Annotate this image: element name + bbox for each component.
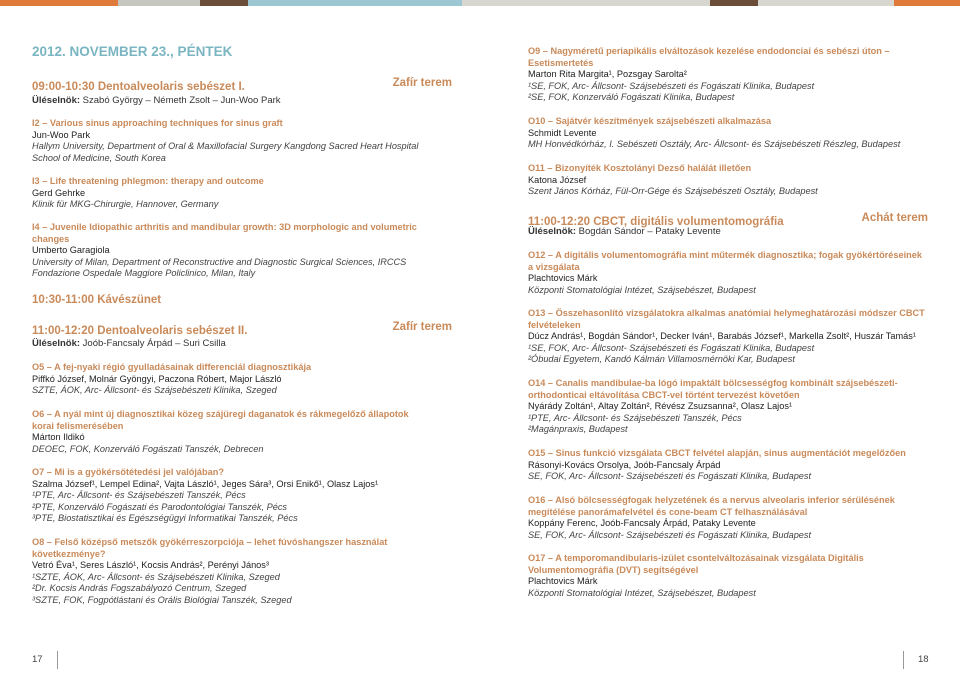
abstract-title: O14 – Canalis mandibulae-ba lógó impaktált bölcsességfog kombinált szájsebészeti- <box>528 378 898 388</box>
abstract-title: O13 – Összehasonlító vizsgálatokra alkalmas anatómiai helymeghatározási módszer CBCT <box>528 308 925 318</box>
abstract-title: a vizsgálata <box>528 261 580 272</box>
abstract-title: következménye? <box>32 548 106 559</box>
abstract-authors: Gerd Gehrke <box>32 187 86 198</box>
abstract-affiliation: ¹SE, FOK, Arc- Állcsont- Szájsebészeti és Fogászati Klinika, Budapest <box>528 80 815 91</box>
abstract-title: O11 – Bizonyíték Kosztolányi Dezső halálát illetően <box>528 163 752 173</box>
abstract-affiliation: Központi Stomatológiai Intézet, Szájsebészet, Budapest <box>528 284 756 295</box>
abstract-item <box>32 176 452 211</box>
abstract-title: felvételeken <box>528 319 581 330</box>
abstract-affiliation: ²PTE, Konzerváló Fogászati és Parodontológiai Tanszék, Pécs <box>32 501 288 512</box>
abstract-affiliation: ¹SE, FOK, Arc- Állcsont- Szájsebészeti és Fogászati Klinika, Budapest <box>528 342 815 353</box>
abstract-title: I3 – Life threatening phlegmon: therapy and outcome <box>32 176 264 186</box>
abstract-item <box>528 553 928 599</box>
abstract-affiliation: SE, FOK, Arc- Állcsont- Szájsebészeti és Fogászati Klinika, Budapest <box>528 529 812 540</box>
abstract-item <box>528 116 928 151</box>
abstract-title: O9 – Nagyméretű periapikális elváltozások kezelése endodonciai és sebészi úton – <box>528 46 890 56</box>
abstract-title: O7 – Mi is a gyökérsötétedési jel valójában? <box>32 467 224 477</box>
abstract-authors: Marton Rita Margita¹, Pozsgay Sarolta² <box>528 69 687 79</box>
abstract-authors: Márton Ildikó <box>32 432 85 442</box>
abstract-title: O12 – A digitális volumentomográfia mint műtermék diagnosztika; fogak gyökértöréseinek <box>528 250 922 260</box>
abstract-item <box>32 118 452 164</box>
session-room: Zafír terem <box>392 77 452 89</box>
abstract-title: O16 – Alsó bölcsességfogak helyzetének és a nervus alveolaris inferior sérülésének <box>528 495 895 505</box>
abstract-title: O17 – A temporomandibularis-izület csontelváltozásainak vizsgálata Digitális <box>528 553 864 563</box>
abstract-item <box>32 409 452 455</box>
abstract-item <box>528 308 928 366</box>
abstract-item <box>528 378 928 436</box>
abstract-authors: Piffkó József, Molnár Gyöngyi, Paczona Róbert, Major László <box>32 373 282 384</box>
session-room: Achát terem <box>861 212 928 224</box>
abstract-affiliation: ³SZTE, FOK, Fogpótlástani és Orális Biológiai Tanszék, Szeged <box>32 594 292 605</box>
abstract-affiliation: ³PTE, Biostatisztikai és Egészségügyi Informatikai Tanszék, Pécs <box>32 513 298 523</box>
abstract-affiliation: ²SE, FOK, Konzerválό Fogászati Klinika, Budapest <box>528 92 735 102</box>
session-chairs: Üléselnök: Joób-Fancsaly Árpád – Suri Csilla <box>32 338 226 349</box>
abstract-affiliation: SE, FOK, Arc- Állcsont- Szájsebészeti és Fogászati Klinika, Budapest <box>528 471 812 481</box>
session-chairs: Üléselnök: Bogdán Sándor – Pataky Levente <box>528 226 721 237</box>
abstract-authors: Jun-Woo Park <box>32 129 91 140</box>
abstract-title: Esetismertetés <box>528 57 594 68</box>
abstract-authors: Rásonyi-Kovács Orsolya, Joób-Fancsaly Árpád <box>528 459 721 470</box>
abstract-authors: Vetró Éva¹, Seres László¹, Kocsis András², Perényi János³ <box>32 560 269 570</box>
abstract-affiliation: ²Dr. Kocsis András Fogszabályozó Centrum, Szeged <box>32 583 247 593</box>
right-page <box>528 0 928 681</box>
session-header-1 <box>32 77 452 95</box>
session-title: 11:00-12:20 CBCT, digitális volumentomográfia <box>528 216 784 228</box>
abstract-item <box>32 467 452 525</box>
abstract-title: megítélése panorámafelvétel és cone-beam CT felhasználásával <box>528 506 808 517</box>
abstract-affiliation: ¹PTE, Arc- Állcsont- és Szájsebészeti Tanszék, Pécs <box>528 412 742 423</box>
abstract-affiliation: University of Milan, Department of Reconstructive and Diagnostic Surgical Sciences, IRCCS <box>32 256 407 267</box>
abstract-affiliation: School of Medicine, South Korea <box>32 152 166 163</box>
abstract-affiliation: Klinik für MKG-Chirurgie, Hannover, Germany <box>32 199 219 209</box>
abstract-authors: Katona József <box>528 174 587 185</box>
abstract-item <box>528 448 928 483</box>
abstract-authors: Koppány Ferenc, Joób-Fancsaly Árpád, Pataky Levente <box>528 518 756 528</box>
abstract-title: Volumentomográfia (DVT) segítségével <box>528 564 699 575</box>
abstract-authors: Schmidt Levente <box>528 127 597 138</box>
abstract-affiliation: ¹SZTE, ÁOK, Arc- Állcsont- és Szájsebészeti Klinika, Szeged <box>32 571 280 582</box>
coffee-break: 10:30-11:00 Kávészünet <box>32 294 162 306</box>
session-room: Zafír terem <box>392 321 452 333</box>
abstract-item <box>32 362 452 397</box>
abstract-title: O15 – Sinus funkció vizsgálata CBCT felvétel alapján, sinus augmentációt megelőzően <box>528 448 906 458</box>
abstract-authors: Szalma József¹, Lempel Edina², Vajta László¹, Jeges Sára³, Orsi Enikő¹, Olasz Lajos¹ <box>32 478 379 489</box>
abstract-title: I2 – Various sinus approaching techniques for sinus graft <box>32 118 283 128</box>
abstract-title: changes <box>32 233 70 244</box>
abstract-affiliation: DEOEC, FOK, Konzerválό Fogászati Tanszék, Debrecen <box>32 443 264 454</box>
abstract-item <box>528 495 928 541</box>
abstract-item <box>528 163 928 198</box>
abstract-affiliation: Fondazione Ospedale Maggiore Policlinico, Milan, Italy <box>32 268 256 278</box>
abstract-item <box>32 537 452 606</box>
session-title: 09:00-10:30 Dentoalveolaris sebészet I. <box>32 81 245 93</box>
page-divider <box>903 651 904 669</box>
abstract-affiliation: ¹PTE, Arc- Állcsont- és Szájsebészeti Tanszék, Pécs <box>32 490 246 500</box>
abstract-authors: Nyárády Zoltán¹, Altay Zoltán², Révész Zsuzsanna², Olasz Lajos¹ <box>528 401 792 411</box>
abstract-affiliation: Hallym University, Department of Oral & Maxillofacial Surgery Kangdong Sacred Heart Hospital <box>32 141 419 151</box>
abstract-authors: Dúcz András¹, Bogdán Sándor¹, Decker Iván¹, Barabás József¹, Markella Zsolt², Huszár Tamás¹ <box>528 331 916 341</box>
session-title: 11:00-12:20 Dentoalveolaris sebészet II. <box>32 325 248 337</box>
abstract-affiliation: Szent János Kórház, Fül-Orr-Gége és Szájsebészeti Osztály, Budapest <box>528 186 818 196</box>
abstract-affiliation: SZTE, ÁOK, Arc- Állcsont- és Szájsebészeti Klinika, Szeged <box>32 385 277 395</box>
page-number: 17 <box>32 654 43 665</box>
abstract-authors: Umberto Garagiola <box>32 245 110 255</box>
abstract-item <box>528 250 928 296</box>
abstract-affiliation: MH Honvédkórház, I. Sebészeti Osztály, Arc- Állcsont- és Szájsebészeti Részleg, Budapest <box>528 139 901 149</box>
abstract-affiliation: Központi Stomatológiai Intézet, Szájsebészet, Budapest <box>528 587 756 598</box>
abstract-title: O8 – Felső középső metszők gyökérreszorpciója – lehet fúvóshangszer használat <box>32 537 388 547</box>
abstract-affiliation: ²Óbudai Egyetem, Kandó Kálmán Villamosmérnöki Kar, Budapest <box>528 354 795 364</box>
abstract-item <box>528 46 928 104</box>
page-divider <box>57 651 58 669</box>
abstract-authors: Plachtovics Márk <box>528 273 598 283</box>
abstract-title: O10 – Sajátvér készítmények szájsebészeti alkalmazása <box>528 116 772 126</box>
page-number: 18 <box>918 654 929 665</box>
session-header-2 <box>32 321 452 339</box>
abstract-authors: Plachtovics Márk <box>528 576 598 586</box>
abstract-title: I4 – Juvenile Idiopathic arthritis and mandibular growth: 3D morphologic and volumetric <box>32 222 417 232</box>
abstract-title: orthodonticai eltávolítása CBCT-vel történt tervezést követően <box>528 389 800 400</box>
left-page <box>32 0 452 681</box>
abstract-affiliation: ²Magánpraxis, Budapest <box>528 424 628 434</box>
abstract-title: korai felismerésében <box>32 420 124 431</box>
abstract-title: O6 – A nyál mint új diagnosztikai közeg szájüregi daganatok és rákmegelőző állapotok <box>32 409 409 419</box>
abstract-item <box>32 222 452 280</box>
date-heading: 2012. NOVEMBER 23., PÉNTEK <box>32 44 233 59</box>
abstract-title: O5 – A fej-nyaki régió gyulladásainak differenciál diagnosztikája <box>32 362 312 372</box>
session-chairs: Üléselnök: Szabó György – Németh Zsolt – Jun-Woo Park <box>32 95 281 106</box>
